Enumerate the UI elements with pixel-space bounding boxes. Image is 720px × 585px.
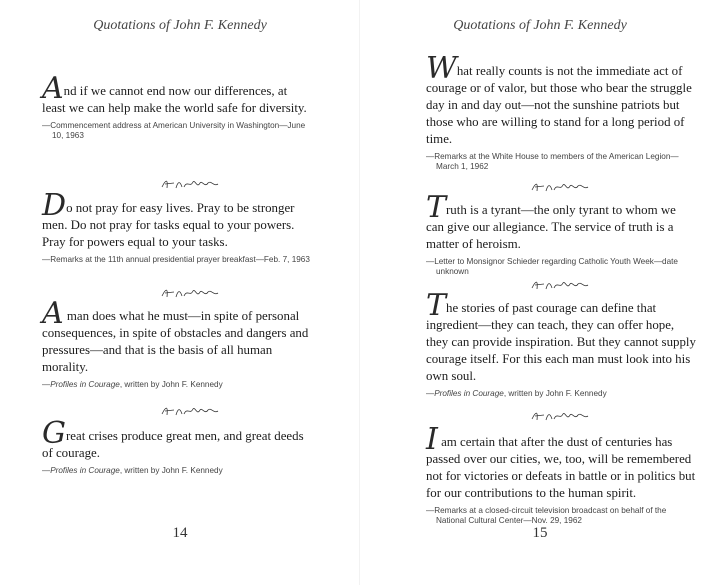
signature-graphic xyxy=(530,278,590,292)
quote-truth xyxy=(426,190,696,277)
quote-text: ruth is a tyrant—the only tyrant to whom we can give our allegiance. The service of truth is a matter of heroism. xyxy=(426,203,676,251)
quote-source: —Profiles in Courage, written by John F. Kennedy xyxy=(42,380,223,389)
signature-graphic xyxy=(530,409,590,423)
quote-crises xyxy=(42,416,312,476)
quote-source: —Profiles in Courage, written by John F. Kennedy xyxy=(426,389,607,398)
quote-text: hat really counts is not the immediate act of courage or of valor, but those who bear the struggle day in and day out—not the sunshine patriots but those who are willing to stand for a long period of time. xyxy=(426,64,692,146)
signature-icon xyxy=(530,409,590,423)
signature-graphic xyxy=(530,180,590,194)
quote-text: man does what he must—in spite of personal consequences, in spite of obstacles and dangers and pressures—and that is the basis of all human morality. xyxy=(42,309,309,374)
signature-icon xyxy=(160,404,220,418)
signature-graphic xyxy=(160,286,220,300)
signature-icon xyxy=(160,177,220,191)
source-rest: , written by John F. Kennedy xyxy=(119,466,223,475)
source-title: Profiles in Courage xyxy=(50,380,120,389)
signature-icon xyxy=(530,180,590,194)
left-page-number: 14 xyxy=(172,525,188,541)
drop-cap: I xyxy=(426,422,437,457)
quote-source: —Remarks at the 11th annual presidential prayer breakfast—Feb. 7, 1963 xyxy=(42,255,310,264)
signature-icon xyxy=(160,286,220,300)
quote-text: am certain that after the dust of centuries has passed over our cities, we, too, will be remembered not for victories or defeats in battle or in politics but for our contributions to the human spirit. xyxy=(426,435,696,500)
signature-graphic xyxy=(160,404,220,418)
drop-cap: T xyxy=(426,288,446,323)
quote-morality xyxy=(42,296,312,390)
quote-pray xyxy=(42,188,312,265)
signature-graphic xyxy=(160,177,220,191)
right-page-header: Quotations of John F. Kennedy xyxy=(453,18,627,33)
quote-text: he stories of past courage can define that ingredient—they can teach, they can offer hope, they can provide inspiration. But they cannot supply courage itself. For this each man must look into his own soul. xyxy=(426,301,696,383)
quote-source: —Remarks at the White House to members of the American Legion—March 1, 1962 xyxy=(426,152,679,171)
quote-dust xyxy=(426,422,696,526)
quote-source: —Commencement address at American University in Washington—June 10, 1963 xyxy=(42,121,306,140)
source-title: Profiles in Courage xyxy=(50,466,120,475)
signature-icon xyxy=(530,278,590,292)
source-title: Profiles in Courage xyxy=(434,389,504,398)
drop-cap: A xyxy=(42,71,63,106)
right-page-number: 15 xyxy=(532,525,548,541)
right-page xyxy=(360,0,720,585)
drop-cap: G xyxy=(42,416,65,451)
quote-text: o not pray for easy lives. Pray to be stronger men. Do not pray for tasks equal to your powers. Pray for powers equal to your tasks. xyxy=(42,201,295,249)
drop-cap: A xyxy=(42,296,63,331)
quote-courage xyxy=(426,51,696,172)
drop-cap: W xyxy=(426,51,456,86)
quote-text: nd if we cannot end now our differences, at least we can help make the world safe for diversity. xyxy=(42,84,307,115)
left-page-header: Quotations of John F. Kennedy xyxy=(93,18,267,33)
quote-source: —Remarks at a closed-circuit television broadcast on behalf of the National Cultural Center—Nov. 29, 1962 xyxy=(426,506,667,525)
quote-text: reat crises produce great men, and great deeds of courage. xyxy=(42,429,304,460)
quote-source: —Profiles in Courage, written by John F. Kennedy xyxy=(42,466,223,475)
source-rest: , written by John F. Kennedy xyxy=(119,380,223,389)
quote-source: —Letter to Monsignor Schieder regarding Catholic Youth Week—date unknown xyxy=(426,257,678,276)
source-rest: , written by John F. Kennedy xyxy=(503,389,607,398)
quote-diversity xyxy=(42,71,312,141)
drop-cap: T xyxy=(426,190,446,225)
drop-cap: D xyxy=(42,188,66,223)
quote-stories xyxy=(426,288,696,399)
